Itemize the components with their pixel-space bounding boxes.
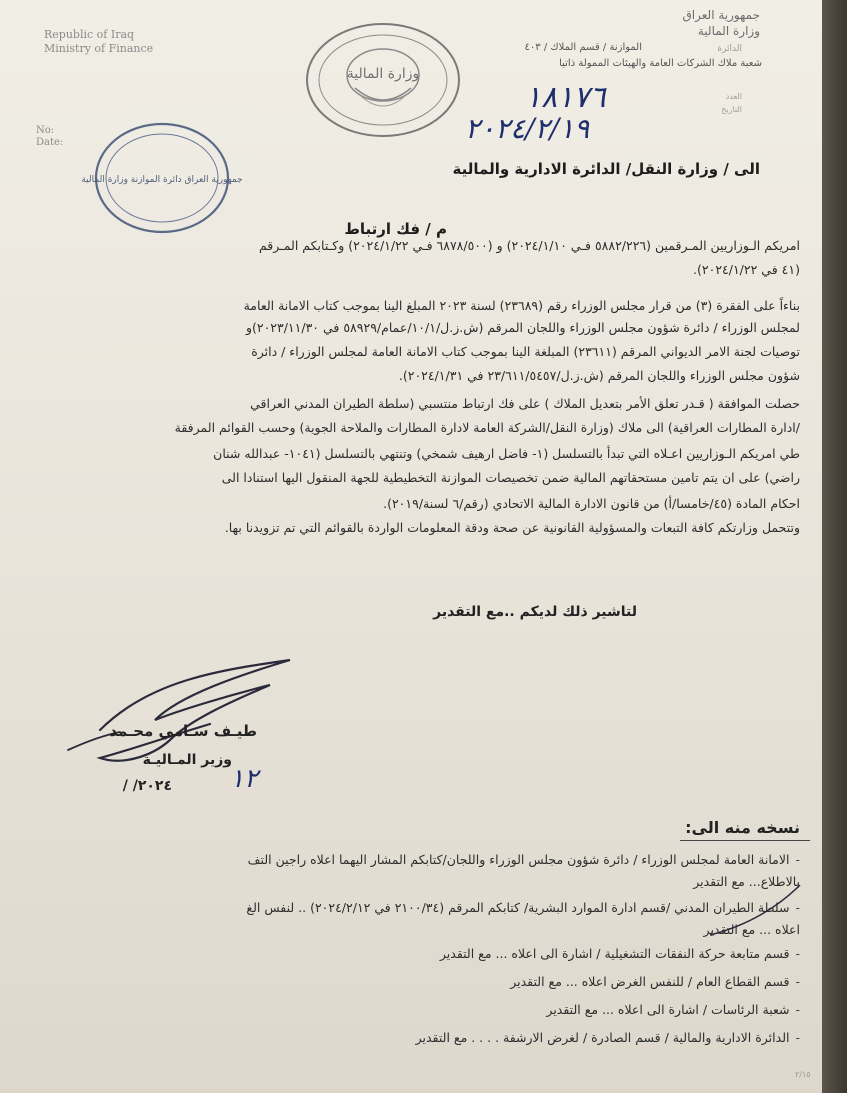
- letter-addressee: الى / وزارة النقل/ الدائرة الادارية والمالية: [452, 160, 760, 178]
- copy-recipient-line: -قسم القطاع العام / للنفس الغرض اعلاه ... مع التقدير: [510, 974, 800, 989]
- copy-recipient-line: بالاطلاع... مع التقدير: [693, 874, 800, 889]
- budget-department-stamp-text: جمهورية العراق دائرة الموازنة وزارة المالية: [81, 175, 243, 185]
- signature-date-printed: ٢٠٢٤/ /: [122, 778, 172, 794]
- copy-recipient-line: -سلطة الطيران المدني /قسم ادارة الموارد البشرية/ كتابكم المرقم (٢١٠٠/٣٤ في ٢٠٢٤/٢/١٢) .. لنفس الغ: [246, 900, 800, 915]
- header-ar-number-label: العدد: [725, 92, 742, 101]
- header-en-date-label: Date:: [36, 137, 64, 148]
- copy-recipient-line: اعلاه ... مع التقدير: [703, 922, 800, 937]
- copy-recipient-line: -شعبة الرئاسات / اشارة الى اعلاه ... مع التقدير: [546, 1002, 800, 1017]
- letter-subject: م / فك ارتباط: [344, 220, 447, 238]
- letter-body-line: لمجلس الوزراء / دائرة شؤون مجلس الوزراء واللجان المرقم (ش.ز.ل/١٠/١/عمام/٥٨٩٢٩ في ٢٠٢٣/١١/٣٠)و: [245, 320, 800, 335]
- budget-department-stamp: [81, 120, 243, 235]
- ministry-emblem-seal-text: وزارة المالية: [346, 66, 420, 82]
- letter-body-line: توصيات لجنة الامر الديواني المرقم (٢٣٦١١) المبلغة الينا بموجب كتاب الامانة العامة لمجلس الوزراء / دائرة: [251, 344, 800, 359]
- signer-title: وزير المـاليـة: [142, 752, 232, 768]
- letter-body-line: (٤١ في ٢٠٢٤/١/٢٢).: [693, 262, 800, 277]
- header-ar-republic: جمهورية العراق: [682, 8, 760, 22]
- letter-body-line: وتتحمل وزارتكم كافة التبعات والمسؤولية القانونية عن صحة ودقة المعلومات الواردة بالقوائم التي تم تزويدنا بها.: [224, 520, 800, 535]
- letter-body-line: طي امريكم الـوزاريين اعـلاه التي تبدأ بالتسلسل (١- فاضل ارهيف شمخي) وتنتهي بالتسلسل (١٠٤١- عبدالله شنان: [213, 446, 800, 461]
- header-ar-date-label: التاريخ: [721, 105, 742, 114]
- letter-body-line: امريكم الـوزاريين المـرقمين (٥٨٨٢/٢٢٦ فـي ٢٠٢٤/١/١٠) و (٦٨٧٨/٥٠٠ فـي ٢٠٢٤/١/٢٢) وكـتابكم المـرقم: [258, 238, 800, 253]
- handwritten-reference-date: ٢٠٢٤/٢/١٩: [465, 112, 590, 145]
- header-ar-dept-label: الدائرة: [717, 44, 742, 54]
- letter-closing: لتاشير ذلك لديكم ..مع التقدير: [433, 604, 637, 620]
- header-ar-ministry: وزارة المالية: [697, 24, 760, 38]
- copies-heading-underline: [680, 840, 810, 841]
- header-en-republic: Republic of Iraq: [44, 28, 135, 41]
- letter-body-line: بناءاً على الفقرة (٣) من قرار مجلس الوزراء رقم (٢٣٦٨٩) لسنة ٢٠٢٣ المبلغ الينا بموجب كتاب الامانة العامة: [243, 298, 800, 313]
- copy-recipient-line: -قسم متابعة حركة النفقات التشغيلية / اشارة الى اعلاه ... مع التقدير: [439, 946, 800, 961]
- copy-recipient-line: -الدائرة الادارية والمالية / قسم الصادرة / لغرض الارشفة . . . . مع التقدير: [415, 1030, 800, 1045]
- letter-body-line: راضي) على ان يتم تامين مستحقاتهم المالية ضمن تخصيصات الموازنة التخطيطية للجهة المنقول اليها استنادا الى: [221, 470, 800, 485]
- header-ar-dept-value: الموازنة / قسم الملاك / ٤٠٣: [524, 42, 642, 53]
- handwritten-bracket-mark: [700, 880, 810, 940]
- footer-page-mark: ٢/١٥: [795, 1070, 811, 1079]
- letter-body-line: شؤون مجلس الوزراء واللجان المرقم (ش.ز.ل/٢٣/٦١١/٥٤٥٧ في ٢٠٢٤/١/٣١).: [398, 368, 800, 383]
- header-en-no-label: No:: [36, 125, 55, 136]
- copies-heading: نسخه منه الى:: [685, 818, 800, 837]
- copy-recipient-line: -الامانة العامة لمجلس الوزراء / دائرة شؤون مجلس الوزراء واللجان/كتابكم المشار اليهما اعلاه راجين التف: [247, 852, 800, 867]
- letter-body-line: /ادارة المطارات العراقية) الى ملاك (وزارة النقل/الشركة العامة لادارة المطارات والملاحة الجوية) وحسب القوائم المرفقة: [174, 420, 800, 435]
- signature-date-handwritten: ١٢: [230, 764, 258, 794]
- header-ar-section: شعبة ملاك الشركات العامة والهيئات الممولة ذاتيا: [559, 58, 762, 69]
- background-edge: [822, 0, 847, 1093]
- ministry-emblem-seal: [303, 20, 463, 140]
- letter-body-line: احكام المادة (٤٥/خامسا/أ) من قانون الادارة المالية الاتحادي (رقم/٦ لسنة/٢٠١٩).: [383, 496, 800, 511]
- signer-name: طيـف سـامي محـمد: [109, 722, 257, 740]
- handwritten-reference-number: ١٨١٧٦: [525, 80, 606, 115]
- letter-body-line: حصلت الموافقة ( قـدر تعلق الأمر بتعديل الملاك ) على فك ارتباط منتسبي (سلطة الطيران المدني العراقي: [250, 396, 800, 411]
- header-en-ministry: Ministry of Finance: [44, 42, 154, 55]
